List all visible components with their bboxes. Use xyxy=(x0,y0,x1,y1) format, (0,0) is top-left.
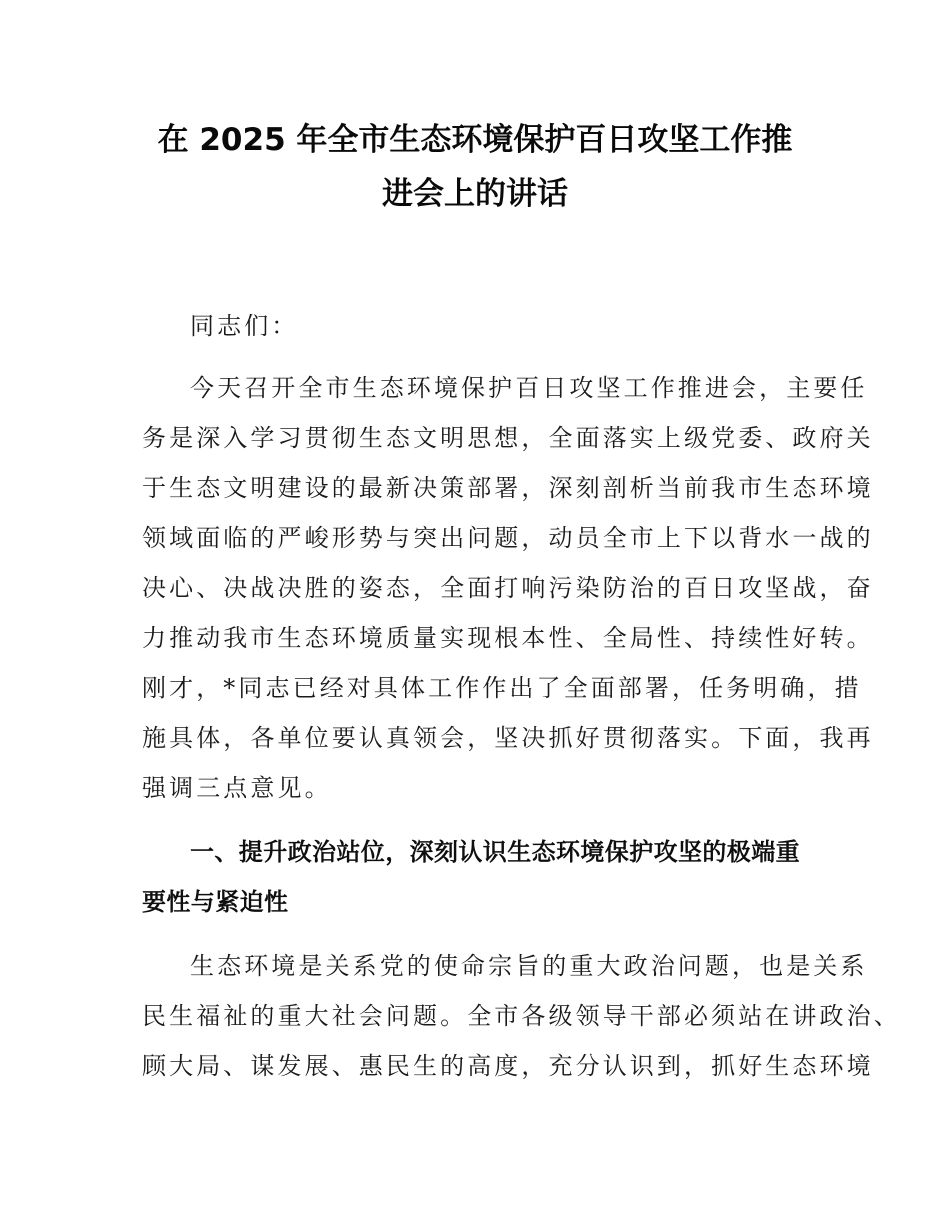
paragraph-line: 务是深入学习贯彻生态文明思想，全面落实上级党委、政府关 xyxy=(142,424,874,452)
paragraph-line: 顾大局、谋发展、惠民生的高度，充分认识到，抓好生态环境 xyxy=(142,1052,874,1080)
paragraph-line: 刚才，*同志已经对具体工作作出了全面部署，任务明确，措 xyxy=(142,674,862,702)
title-line-2: 进会上的讲话 xyxy=(382,176,568,212)
paragraph-line: 领域面临的严峻形势与突出问题，动员全市上下以背水一战的 xyxy=(142,524,874,552)
section-heading-line: 一、提升政治站位，深刻认识生态环境保护攻坚的极端重 xyxy=(190,838,800,866)
paragraph-line: 于生态文明建设的最新决策部署，深刻剖析当前我市生态环境 xyxy=(142,474,874,502)
paragraph-line: 民生福祉的重大社会问题。全市各级领导干部必须站在讲政治、 xyxy=(142,1002,901,1030)
paragraph-line: 强调三点意见。 xyxy=(142,774,332,802)
paragraph-line: 力推动我市生态环境质量实现根本性、全局性、持续性好转。 xyxy=(142,624,874,652)
title-line-1: 在 2025 年全市生态环境保护百日攻坚工作推 xyxy=(157,122,793,158)
document-title xyxy=(130,113,820,221)
section-heading-line: 要性与紧迫性 xyxy=(142,888,289,916)
paragraph-line: 施具体，各单位要认真领会，坚决抓好贯彻落实。下面，我再 xyxy=(142,724,874,752)
paragraph-line: 生态环境是关系党的使命宗旨的重大政治问题，也是关系 xyxy=(190,952,868,980)
salutation: 同志们： xyxy=(190,312,299,340)
paragraph-line: 决心、决战决胜的姿态，全面打响污染防治的百日攻坚战，奋 xyxy=(142,574,874,602)
paragraph-line: 今天召开全市生态环境保护百日攻坚工作推进会，主要任 xyxy=(190,374,868,402)
